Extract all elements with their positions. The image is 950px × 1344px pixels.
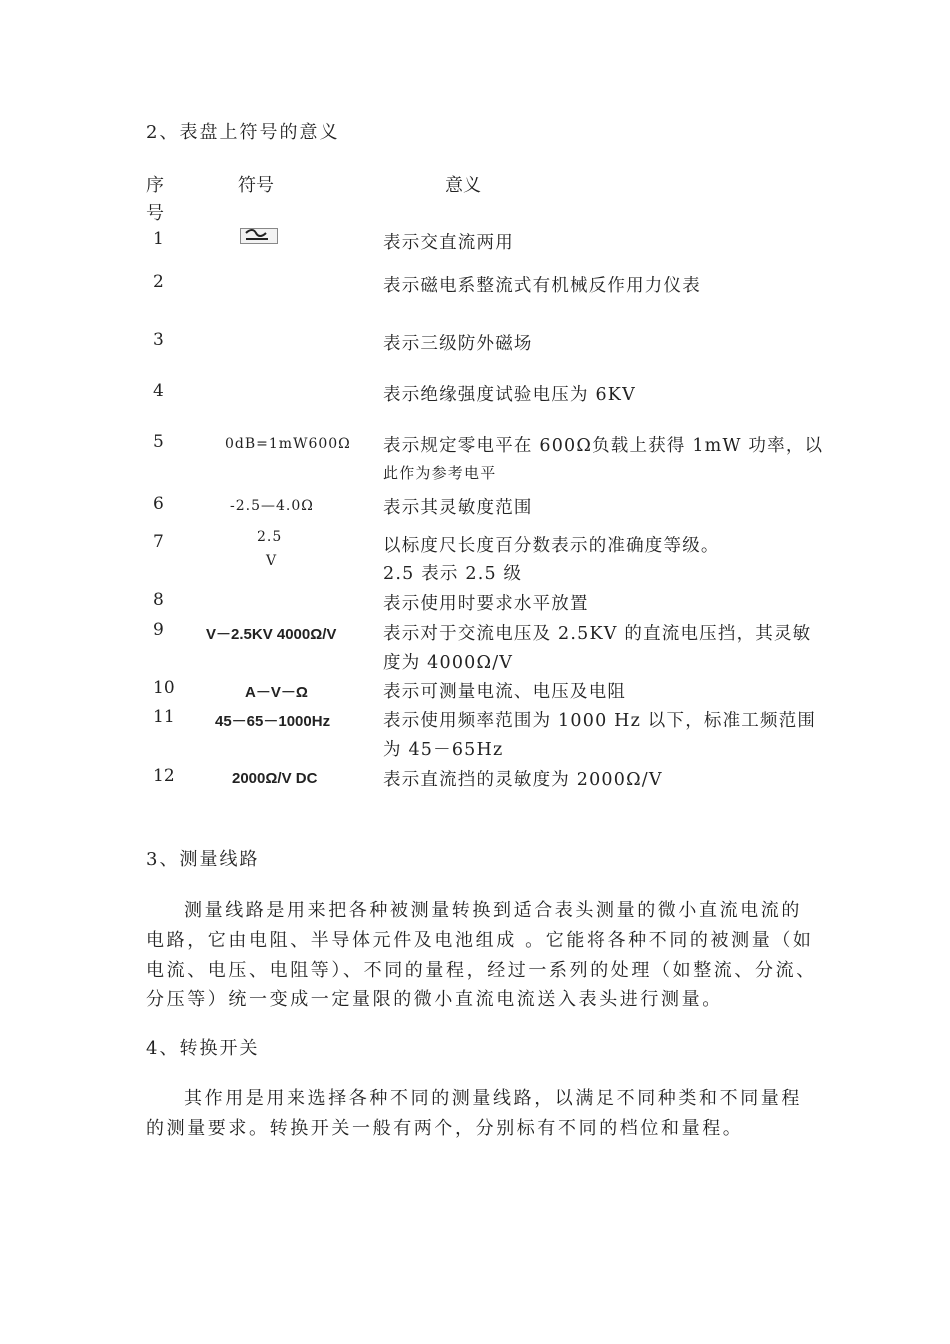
row-1-meaning: 表示交直流两用 bbox=[383, 233, 514, 253]
row-5-number: 5 bbox=[153, 432, 164, 452]
ac-dc-symbol-icon bbox=[240, 228, 278, 244]
section-4-title: 4、转换开关 bbox=[146, 1038, 260, 1059]
row-5-symbol: 0dB=1mW600Ω bbox=[225, 436, 351, 452]
row-9-meaning-line2: 度为 4000Ω/V bbox=[383, 653, 514, 673]
header-meaning: 意义 bbox=[445, 175, 481, 196]
section-2-title: 2、表盘上符号的意义 bbox=[146, 122, 340, 143]
row-7-meaning-line2: 2.5 表示 2.5 级 bbox=[383, 564, 523, 584]
header-seq: 序 bbox=[146, 175, 164, 196]
row-8-number: 8 bbox=[153, 590, 164, 610]
section-4-paragraph-line-1: 其作用是用来选择各种不同的测量线路，以满足不同种类和不同量程 bbox=[184, 1088, 802, 1109]
section-3-paragraph-line-2: 电路，它由电阻、半导体元件及电池组成 。它能将各种不同的被测量（如 bbox=[146, 930, 814, 951]
row-3-meaning: 表示三级防外磁场 bbox=[383, 334, 533, 354]
row-2-meaning: 表示磁电系整流式有机械反作用力仪表 bbox=[383, 276, 701, 296]
row-12-number: 12 bbox=[153, 766, 175, 786]
section-3-paragraph-line-4: 分压等）统一变成一定量限的微小直流电流送入表头进行测量。 bbox=[146, 989, 723, 1010]
header-seq-line2: 号 bbox=[146, 203, 164, 224]
row-7-meaning: 以标度尺长度百分数表示的准确度等级。 bbox=[383, 536, 720, 556]
row-10-number: 10 bbox=[153, 678, 175, 698]
row-9-number: 9 bbox=[153, 620, 164, 640]
row-10-meaning: 表示可测量电流、电压及电阻 bbox=[383, 682, 627, 702]
row-11-number: 11 bbox=[153, 707, 175, 727]
row-4-meaning: 表示绝缘强度试验电压为 6KV bbox=[383, 385, 636, 405]
row-6-number: 6 bbox=[153, 494, 164, 514]
row-5-meaning: 表示规定零电平在 600Ω负载上获得 1mW 功率，以 bbox=[383, 436, 824, 456]
section-4-paragraph-line-2: 的测量要求。转换开关一般有两个，分别标有不同的档位和量程。 bbox=[146, 1118, 744, 1139]
row-9-meaning: 表示对于交流电压及 2.5KV 的直流电压挡，其灵敏 bbox=[383, 624, 812, 644]
row-12-meaning: 表示直流挡的灵敏度为 2000Ω/V bbox=[383, 770, 663, 790]
section-3-paragraph-line-1: 测量线路是用来把各种被测量转换到适合表头测量的微小直流电流的 bbox=[184, 900, 802, 921]
row-6-meaning: 表示其灵敏度范围 bbox=[383, 498, 533, 518]
row-8-meaning: 表示使用时要求水平放置 bbox=[383, 594, 589, 614]
row-5-meaning-line2: 此作为参考电平 bbox=[383, 464, 497, 482]
row-1-number: 1 bbox=[153, 229, 164, 249]
row-12-symbol: 2000Ω/V DC bbox=[232, 770, 318, 787]
row-3-number: 3 bbox=[153, 330, 164, 350]
row-4-number: 4 bbox=[153, 381, 164, 401]
section-3-title: 3、测量线路 bbox=[146, 849, 260, 870]
row-11-meaning-line2: 为 45－65Hz bbox=[383, 740, 504, 760]
row-10-symbol: A－V－Ω bbox=[245, 684, 308, 701]
row-6-symbol: -2.5—4.0Ω bbox=[230, 498, 314, 514]
row-7-symbol-line2: V bbox=[266, 553, 278, 569]
section-3-paragraph-line-3: 电流、电压、电阻等）、不同的量程，经过一系列的处理（如整流、分流、 bbox=[146, 960, 817, 981]
row-11-meaning: 表示使用频率范围为 1000 Hz 以下，标准工频范围 bbox=[383, 711, 817, 731]
header-symbol: 符号 bbox=[238, 175, 274, 196]
row-2-number: 2 bbox=[153, 272, 164, 292]
row-7-symbol: 2.5 bbox=[257, 529, 283, 545]
row-11-symbol: 45－65－1000Hz bbox=[215, 713, 331, 730]
row-9-symbol: V－2.5KV 4000Ω/V bbox=[206, 626, 337, 643]
row-7-number: 7 bbox=[153, 532, 164, 552]
